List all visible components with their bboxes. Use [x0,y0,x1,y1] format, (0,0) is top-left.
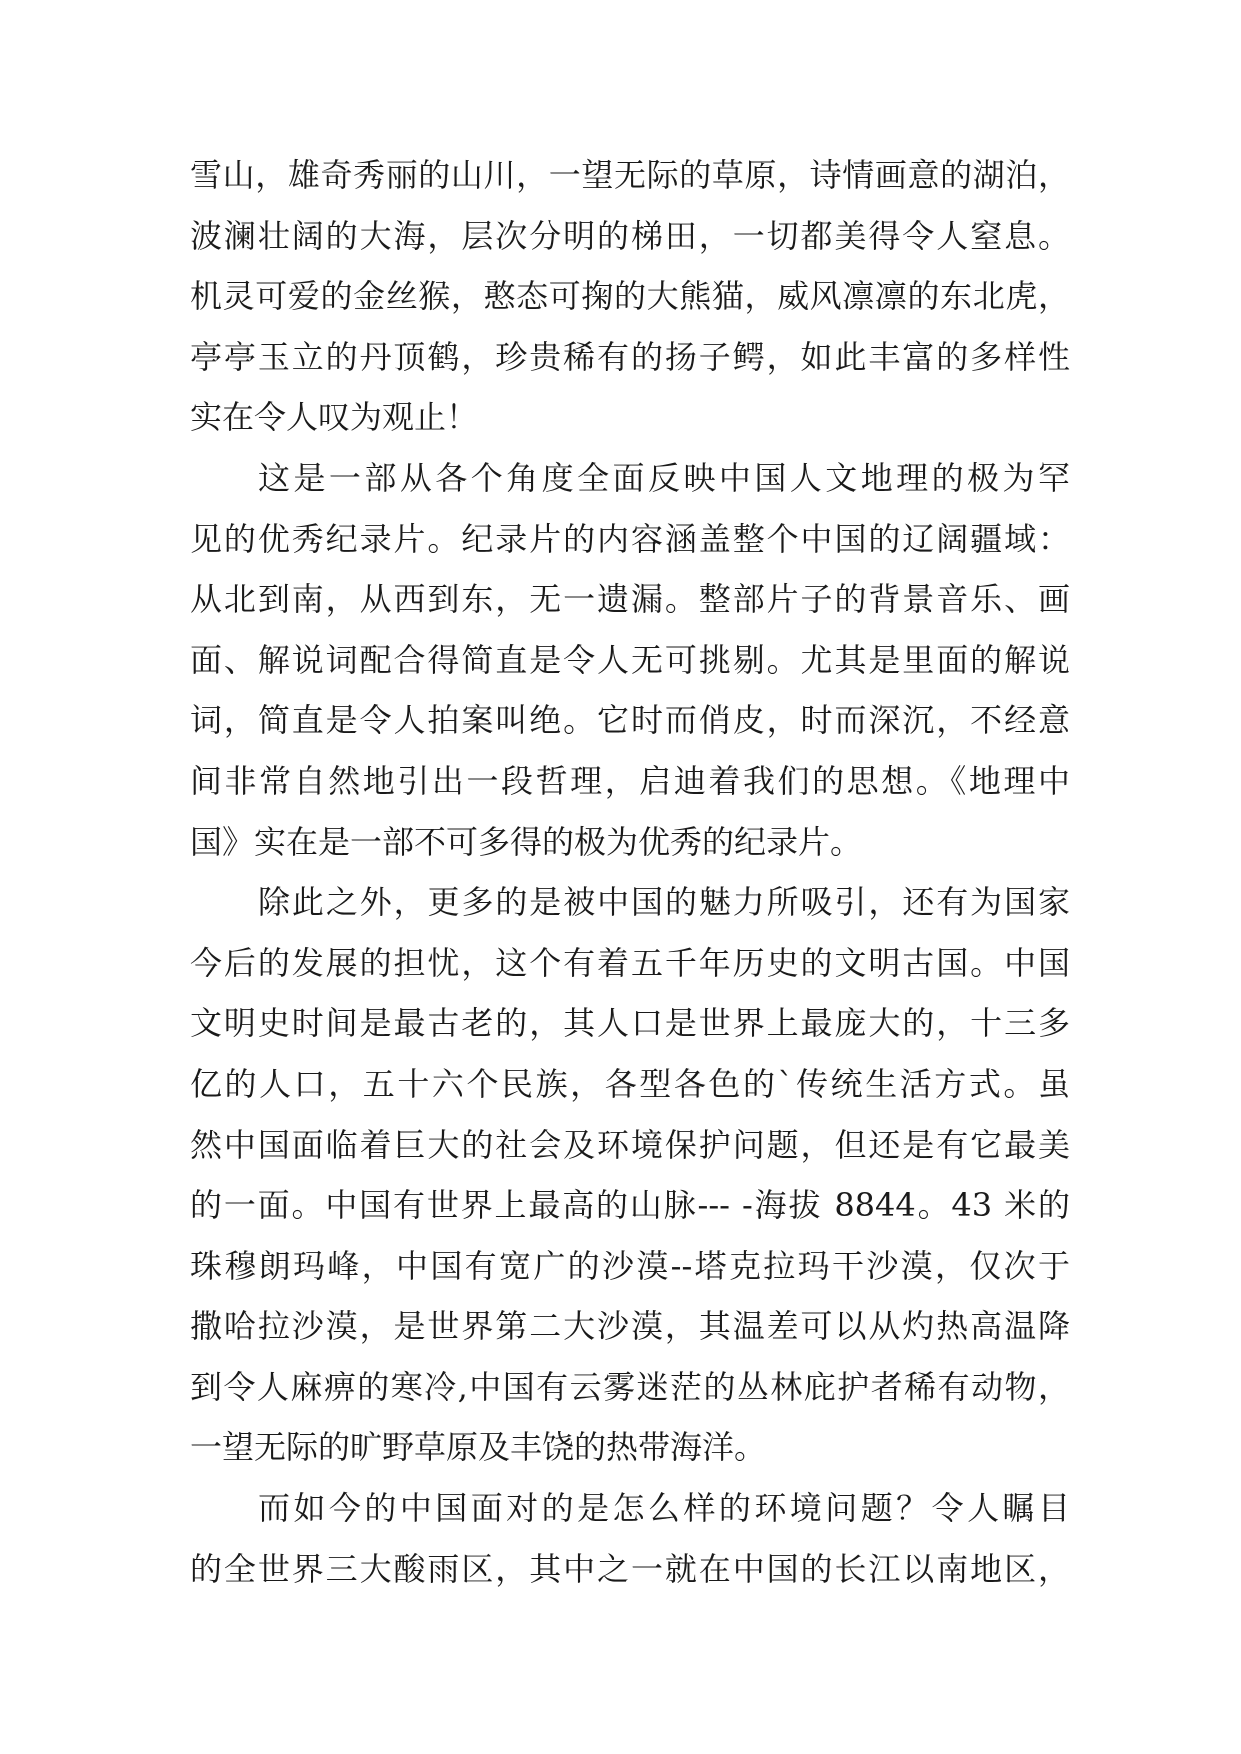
text-line: 撒哈拉沙漠，是世界第二大沙漠，其温差可以从灼热高温降 [190,1307,1070,1346]
text-line: 实在令人叹为观止！ [190,398,479,437]
text-line: 机灵可爱的金丝猴，憨态可掬的大熊猫，威风凛凛的东北虎， [190,277,1070,316]
text-line: 亭亭玉立的丹顶鹤，珍贵稀有的扬子鳄，如此丰富的多样性 [190,337,1070,376]
text-line: 间非常自然地引出一段哲理，启迪着我们的思想。《地理中 [190,761,1070,800]
text-line: 面、解说词配合得简直是令人无可挑剔。尤其是里面的解说 [190,640,1070,679]
text-line: 的全世界三大酸雨区，其中之一就在中国的长江以南地区， [190,1549,1070,1588]
text-line: 国》实在是一部不可多得的极为优秀的纪录片。 [190,822,863,861]
text-line: 珠穆朗玛峰，中国有宽广的沙漠--塔克拉玛干沙漠，仅次于 [190,1246,1070,1285]
text-line: 文明史时间是最古老的，其人口是世界上最庞大的，十三多 [190,1004,1070,1043]
paragraph-1 [190,145,1070,448]
text-line: 而如今的中国面对的是怎么样的环境问题？令人瞩目 [258,1489,1070,1528]
text-line: 亿的人口，五十六个民族，各型各色的`传统生活方式。虽 [190,1064,1070,1103]
text-line: 见的优秀纪录片。纪录片的内容涵盖整个中国的辽阔疆域： [190,519,1070,558]
text-line: 这是一部从各个角度全面反映中国人文地理的极为罕 [258,458,1070,497]
text-line: 一望无际的旷野草原及丰饶的热带海洋。 [190,1428,767,1467]
text-line: 到令人麻痹的寒冷,中国有云雾迷茫的丛林庇护者稀有动物， [190,1367,1070,1406]
document-page [190,145,1070,1599]
text-line: 除此之外，更多的是被中国的魅力所吸引，还有为国家 [258,883,1070,922]
text-line: 的一面。中国有世界上最高的山脉--- -海拔 8844。43 米的 [190,1186,1070,1225]
text-line: 波澜壮阔的大海，层次分明的梯田，一切都美得令人窒息。 [190,216,1070,255]
text-line: 从北到南，从西到东，无一遗漏。整部片子的背景音乐、画 [190,580,1070,619]
text-line: 今后的发展的担忧，这个有着五千年历史的文明古国。中国 [190,943,1070,982]
paragraph-3 [190,872,1070,1478]
paragraph-4 [190,1478,1070,1599]
text-line: 词，简直是令人拍案叫绝。它时而俏皮，时而深沉，不经意 [190,701,1070,740]
paragraph-2 [190,448,1070,872]
text-line: 然中国面临着巨大的社会及环境保护问题，但还是有它最美 [190,1125,1070,1164]
text-line: 雪山，雄奇秀丽的山川，一望无际的草原，诗情画意的湖泊， [190,156,1070,194]
